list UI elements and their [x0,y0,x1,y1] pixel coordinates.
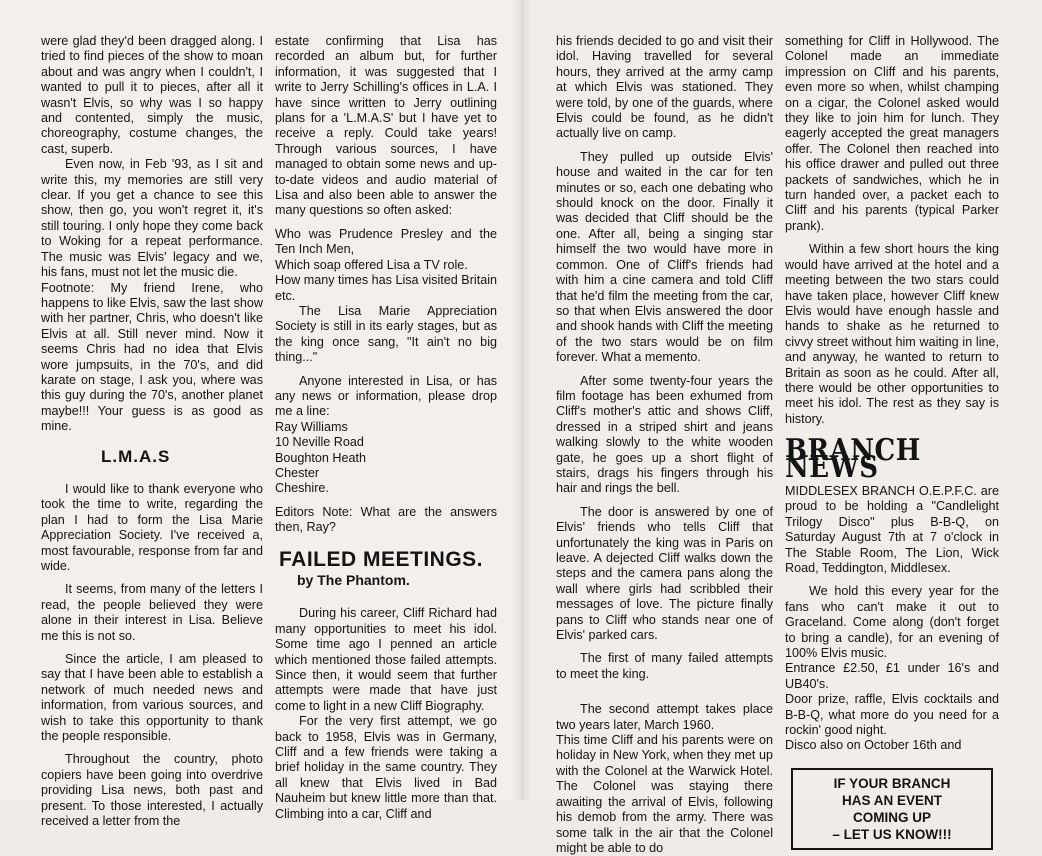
paragraph: his friends decided to go and visit their idol. Having travelled for several hours, they arrived at the army camp at which Elvis was stationed. They were told, by one of the guards, where Elvis could be found, as he didn't actually live on camp. [556,34,773,141]
address-line: Ray Williams [275,419,348,434]
address-line: Cheshire. [275,481,329,496]
paragraph: MIDDLESEX BRANCH O.E.P.F.C. are proud to be holding a "Candlelight Trilogy Disco" plus B-B-Q, on Saturday August 7th at 7 o'clock in The Stable Room, The Lion, Wick Road, Teddington, Middlesex. [785,483,999,575]
editors-note: Editors Note: What are the answers then, Ray? [275,504,497,535]
callout-line: – LET US KNOW!!! [832,826,952,842]
callout-line: COMING UP [852,809,931,825]
byline: by The Phantom. [297,572,410,588]
paragraph: Anyone interested in Lisa, or has any news or information, please drop me a line: [275,373,497,419]
paragraph: were glad they'd been dragged along. I tried to find pieces of the show to moan about and was angry when I couldn't, I wanted to pull it to pieces, after all it wasn't Elvis, so why was I so happy and contented, simply the music, choreography, costume changes, the cast, superb. [41,34,263,156]
paragraph: Since the article, I am pleased to say that I have been able to establish a network of much needed news and information, from various sources, and wish to take this opportunity to thank the people responsible. [41,652,263,744]
paragraph: Door prize, raffle, Elvis cocktails and B-B-Q, what more do you need for a rockin' good night. [785,692,999,738]
question-line: Who was Prudence Presley and the Ten Inch Men, [275,226,497,257]
address-line: 10 Neville Road [275,435,364,450]
paragraph: We hold this every year for the fans who can't make it out to Graceland. Come along (don't forget to bring a candle), for an evening of 100% Elvis music. [785,584,999,661]
paragraph: It seems, from many of the letters I read, the people believed they were alone in their interest in Lisa. Believe me this is not so. [41,582,263,643]
paragraph: Entrance £2.50, £1 under 16's and UB40's. [785,661,999,691]
page-gutter [511,0,533,800]
paragraph: Throughout the country, photo copiers have been going into overdrive providing Lisa news, both past and present. To those interested, I actually received a letter from the [41,752,263,829]
paragraph: something for Cliff in Hollywood. The Colonel made an immediate impression on Cliff and his parents, even more so when, whilst champing on a cigar, the Colonel asked would they like to join him for lunch. They eagerly accepted the great managers offer. The Colonel then reached into his office drawer and pulled out three packets of sandwiches, which he in turn handed over, a packet each to Cliff and his parents (typical Parker prank). [785,34,999,233]
paragraph: estate confirming that Lisa has recorded an album but, for further information, it was suggested that I write to Jerry Schilling's offices in L.A. I have since written to Jerry outlining plans for a 'L.M.A.S' but I have yet to receive a reply. Could take years! Through various sources, I have managed to obtain some news and up-to-date videos and audio material of Lisa and also been able to answer the many questions so often asked: [275,34,497,218]
callout-box [791,768,993,850]
paragraph: This time Cliff and his parents were on holiday in New York, when they met up with the Colonel at the Warwick Hotel. The Colonel was staying there awaiting the arrival of Elvis, following his demob from the army. There was some talk in the air that the Colonel might be able to do [556,733,773,855]
section-heading-branch-news: BRANCH NEWS [785,433,921,486]
paragraph: Within a few short hours the king would have arrived at the hotel and a meeting between the two stars could have taken place, however Cliff knew Elvis would have enough hassle and hands to shake as he returned to civvy street without him waiting in line, and anyway, he wanted to return to Britain as soon as he could. After all, there would be other opportunities to meet his idol. The rest as they say is history. [785,242,999,426]
paragraph: The door is answered by one of Elvis' friends who tells Cliff that unfortunately the king was in Paris on leave. A dejected Cliff walks down the steps and the camera pans along the wall where girls had scribbled their messages of love. The picture finally pans to Cliff who stands near one of Elvis' parked cars. [556,504,773,643]
callout-line: HAS AN EVENT [841,792,942,808]
section-heading-failed-meetings: FAILED MEETINGS. [279,547,484,571]
column-4 [785,34,999,850]
question-line: Which soap offered Lisa a TV role. [275,257,468,272]
paragraph: During his career, Cliff Richard had many opportunities to meet his idol. Some time ago I penned an article which mentioned those failed attempts. Since then, it would seem that further attempts were made that have just come to light in a new Cliff Biography. [275,606,497,713]
column-2 [275,34,497,822]
paragraph: For the very first attempt, we go back to 1958, Elvis was in Germany, Cliff and a few friends were taking a brief holiday in the same country. They all knew that Elvis lived in Bad Nauheim but knew little more than that. Climbing into a car, Cliff and [275,714,497,821]
paragraph: After some twenty-four years the film footage has been exhumed from Cliff's mother's attic and shows Cliff, dressed in a striped shirt and jeans walking slowly to the white wooden gate, he goes up a short flight of stairs, drags his fingers through his hair and rings the bell. [556,373,773,496]
question-line: How many times has Lisa visited Britain etc. [275,273,497,303]
address-line: Boughton Heath [275,450,367,465]
address-line: Chester [275,465,320,480]
footnote: Footnote: My friend Irene, who happens to like Elvis, saw the last show with her partner, Chris, who doesn't like Elvis at all. Still never mind. Now it seems Chris had no idea that Elvis wore jumpsuits, in the 70's, and did karate on stage, I ask you, where was this guy during the 70's, another planet maybe!!! Your guess is as good as mine. [41,280,263,434]
paragraph: Disco also on October 16th and [785,738,962,753]
callout-line: IF YOUR BRANCH [833,775,951,791]
paragraph: I would like to thank everyone who took the time to write, regarding the plan I had to form the Lisa Marie Appreciation Society. I've received a, most favourable, response from far and wide. [41,481,263,573]
paragraph: They pulled up outside Elvis' house and waited in the car for ten minutes or so, each one debating who should knock on the door. Finally it was decided that Cliff should be the one. After all, being a singing star himself the two would have more in common. One of Cliff's friends had with him a cine camera and told Cliff that he'd film the meeting from the car, so that when Elvis answered the door and shook hands with Cliff the meeting of the two stars would be on film forever. What a memento. [556,149,773,365]
paragraph: The Lisa Marie Appreciation Society is still in its early stages, but as the king once sang, "It ain't no big thing..." [275,303,497,365]
column-1 [41,34,263,830]
paragraph: Even now, in Feb '93, as I sit and write this, my memories are still very clear. If you get a chance to see this show, then go, you won't regret it, it's still touring. I only hope they come back to Woking for a repeat performance. The music was Elvis' legacy and we, his fans, must not let the music die. [41,157,263,280]
section-heading-lmas: L.M.A.S [101,446,171,466]
paragraph: The second attempt takes place two years later, March 1960. [556,702,773,732]
paragraph: The first of many failed attempts to meet the king. [556,651,773,681]
column-3 [556,34,773,856]
